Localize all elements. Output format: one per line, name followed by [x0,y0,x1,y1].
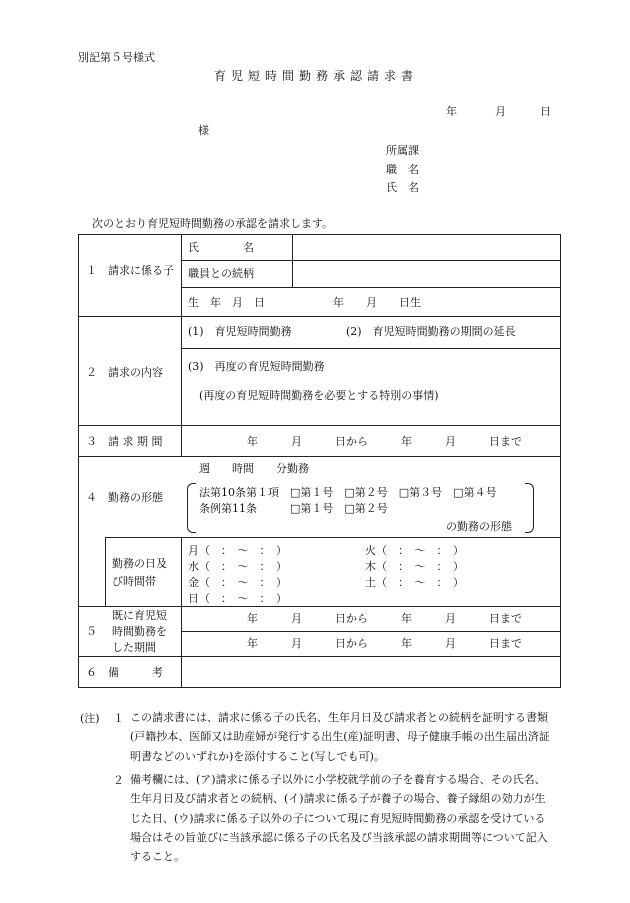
period-section-label: ３ 請 求 期 間 [86,435,163,448]
date-day: 日 [540,105,551,118]
child-name-label: 氏 名 [188,241,254,254]
note-2-number: ２ [113,774,124,787]
schedule-thursday: 木（ ： ～ ： ） [365,560,464,573]
work-form-suffix: の勤務の形態 [446,520,512,533]
previous-period-row-2: 年 月 日から 年 月 日まで [247,637,522,650]
document-title: 育児短時間勤務承認請求書 [214,69,419,83]
schedule-friday: 金（ ： ～ ： ） [188,576,287,589]
child-relation-label: 職員との続柄 [188,267,254,280]
applicant-name-label: 氏 名 [386,181,419,194]
child-birthdate-label: 生 年 月 日 [188,296,265,309]
child-section-label: １ 請求に係る子 [86,264,174,277]
note-1-text: この請求書には、請求に係る子の氏名、生年月日及び請求者との続柄を証明する書類(戸籍抄本、医師又は助産婦が発行する出生(産)証明書、母子健康手帳の出生届出済証明書などのいずれか)を添付すること(写しでも可)。 [130,711,550,763]
note-2-text: 備考欄には、(ア)請求に係る子以外に小学校就学前の子を養育する場合、その氏名、生年月日及び請求者との続柄、(イ)請求に係る子が養子の場合、養子縁組の効力が生じた日、(ウ)請求に係る子以外の子について現に育児短時間勤務の承認を受けている場合はその旨並びに当該承認に係る子の氏名及び当該承認の請求期間等について記入すること。 [130,773,548,863]
form-label: 別記第５号様式 [78,51,155,64]
previous-section-number: ５ [86,625,97,638]
content-option-2: (2) 育児短時間勤務の期間の延長 [346,325,516,338]
date-month: 月 [495,105,506,118]
bracket-left [187,483,196,533]
previous-label-1: 既に育児短 [112,609,167,622]
previous-label-3: した期間 [112,641,156,654]
bracket-right [525,483,534,533]
period-value: 年 月 日から 年 月 日まで [247,435,522,448]
content-option-1: (1) 育児短時間勤務 [188,325,292,338]
schedule-wednesday: 水（ ： ～ ： ） [188,560,287,573]
previous-label-2: 時間勤務を [112,625,167,638]
content-option-3: (3) 再度の育児短時間勤務 [188,360,325,373]
applicant-position-label: 職 名 [386,163,419,176]
notes-marker: (注) [80,712,100,725]
date-year: 年 [446,105,457,118]
previous-period-row-1: 年 月 日から 年 月 日まで [247,612,522,625]
schedule-monday: 月（ ： ～ ： ） [188,544,287,557]
note-1-number: １ [113,712,124,725]
schedule-saturday: 土（ ： ～ ： ） [365,576,464,589]
schedule-tuesday: 火（ ： ～ ： ） [365,544,464,557]
content-section-label: ２ 請求の内容 [86,366,163,379]
content-option-3-note: (再度の育児短時間勤務を必要とする特別の事情) [199,389,439,402]
schedule-label-1: 勤務の日及 [112,557,167,570]
ordinance-article-line: 条例第11条 □第１号 □第２号 [199,502,388,515]
remarks-section-label: ６ 備 考 [86,666,163,679]
form-section-label: ４ 勤務の形態 [86,491,163,504]
child-birthdate-value: 年 月 日生 [333,296,421,309]
applicant-department-label: 所属課 [386,144,419,157]
intro-text: 次のとおり育児短時間勤務の承認を請求します。 [92,217,334,230]
schedule-label-2: び時間帯 [112,575,156,588]
weekly-hours: 週 時間 分勤務 [199,462,309,475]
law-article-line: 法第10条第１項 □第１号 □第２号 □第３号 □第４号 [199,486,497,499]
schedule-sunday: 日（ ： ～ ： ） [188,592,287,605]
addressee-suffix: 様 [198,124,209,137]
